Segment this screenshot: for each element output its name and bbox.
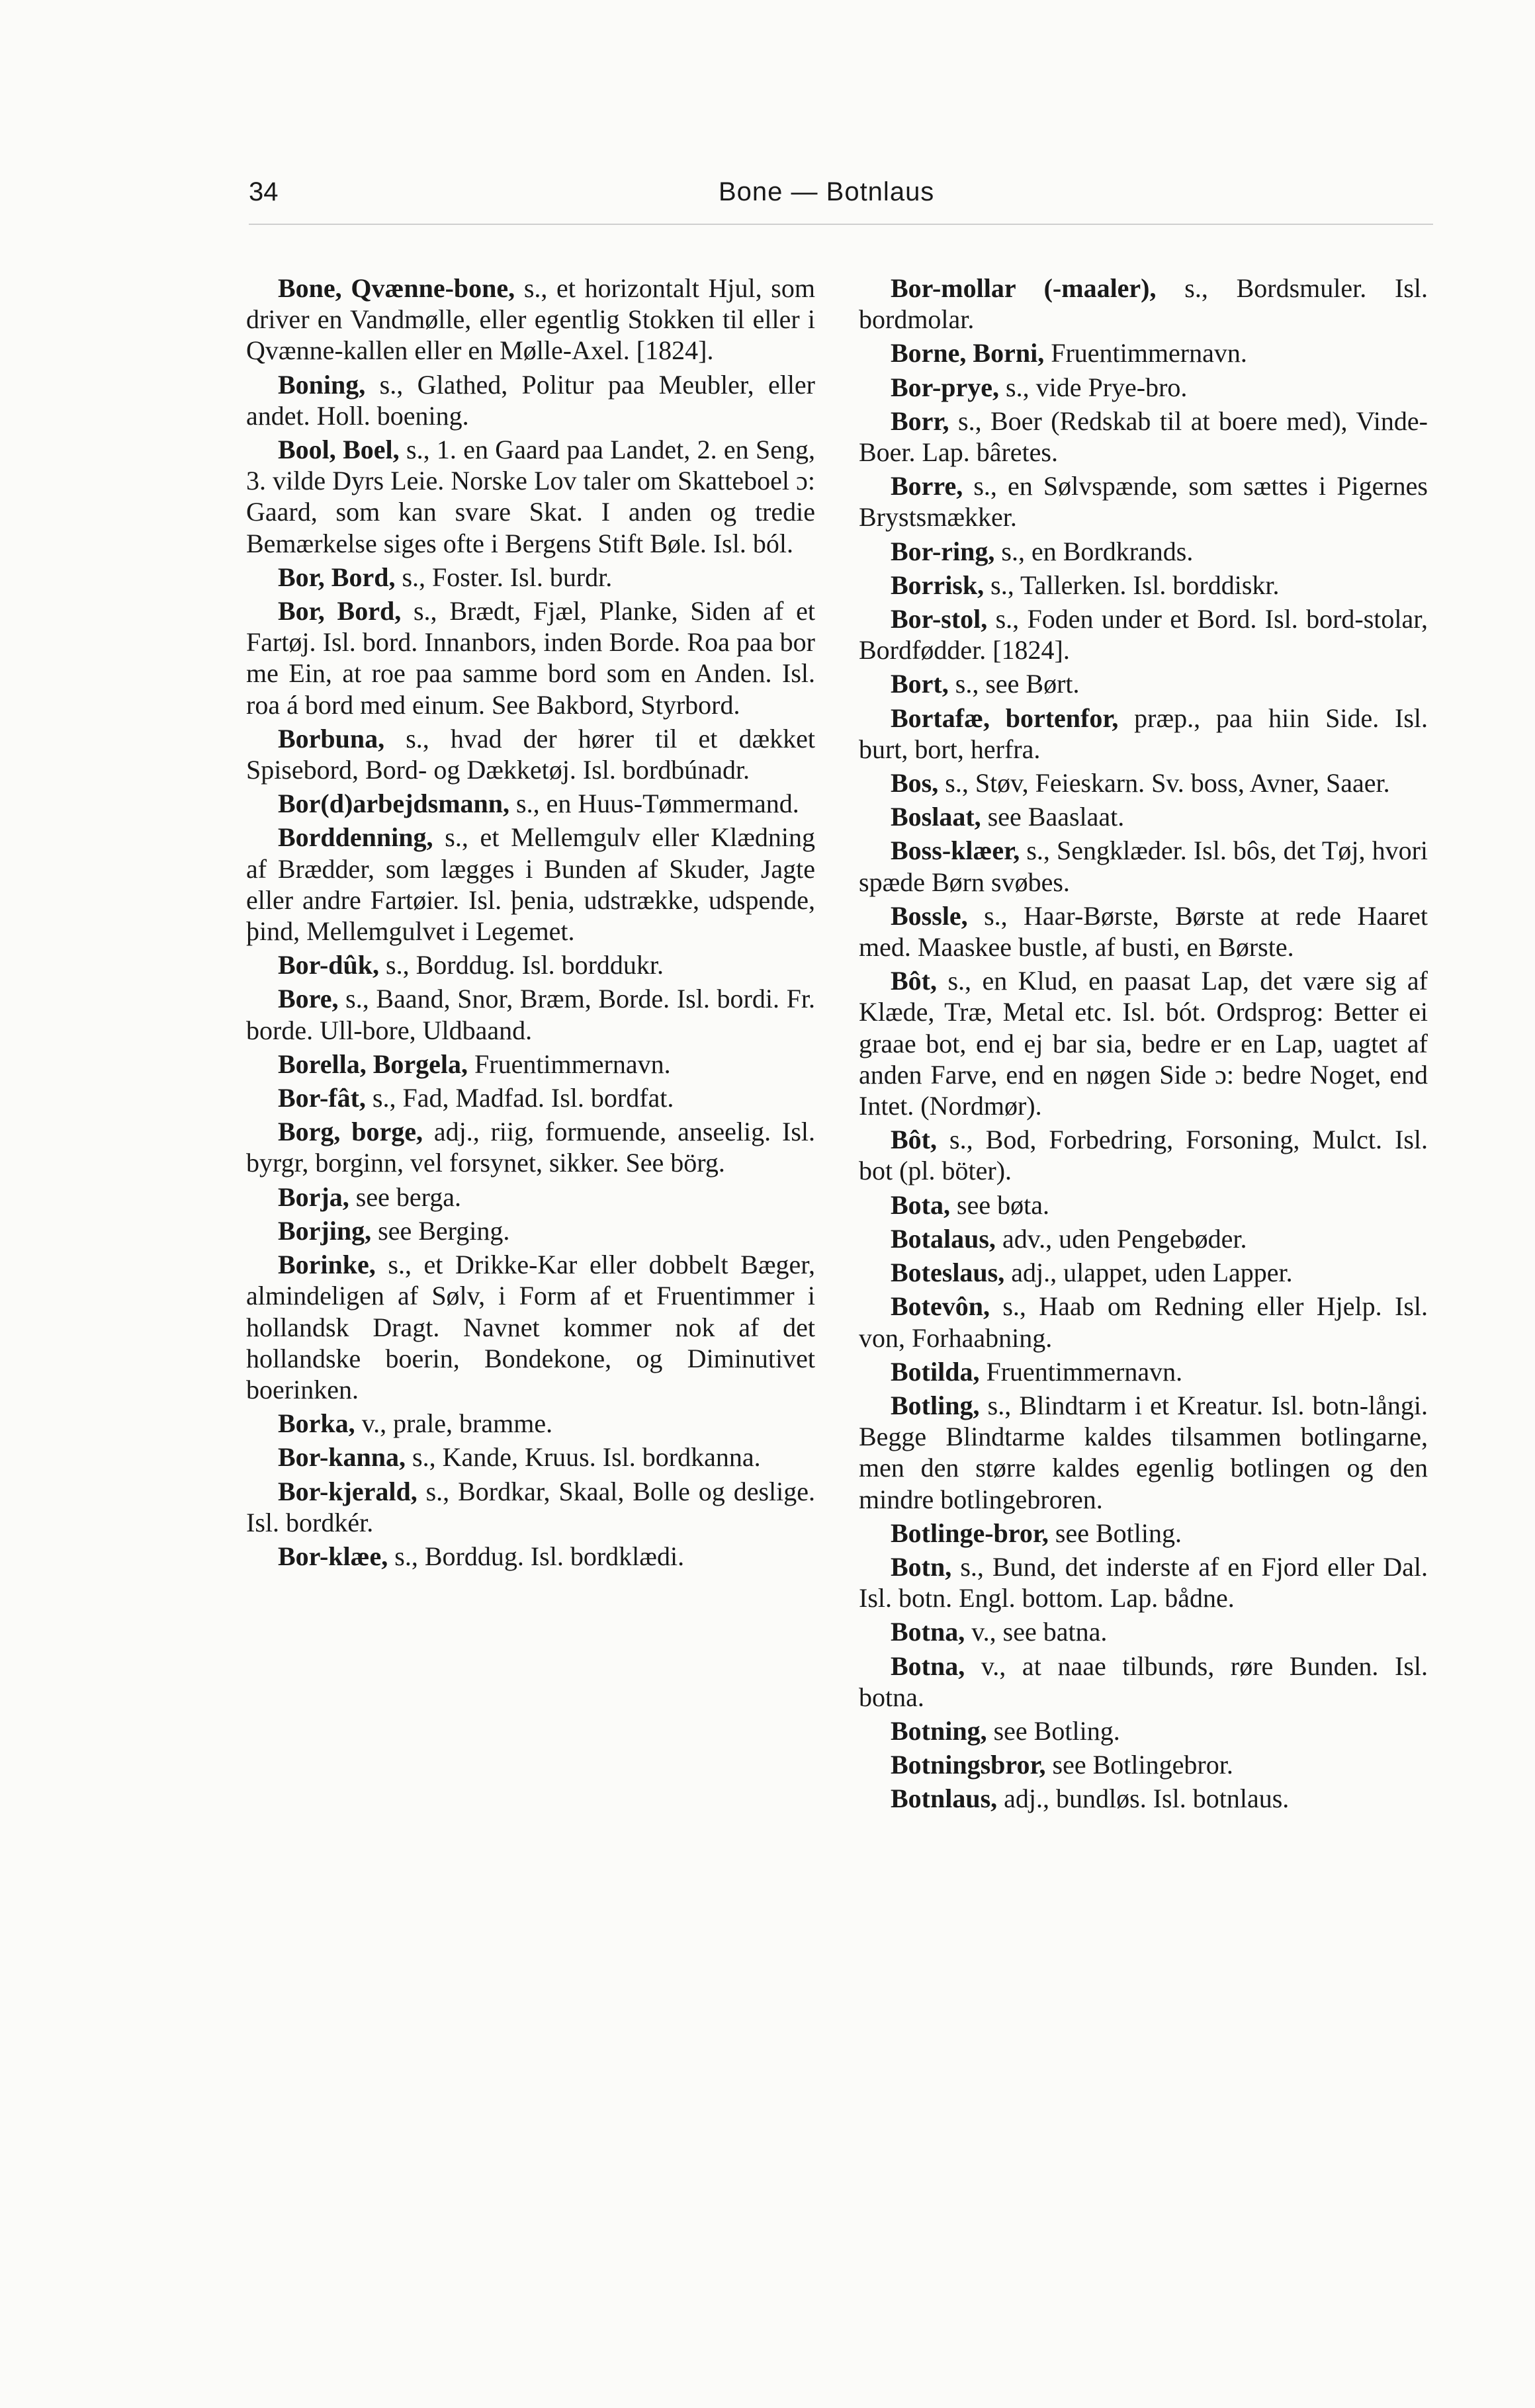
entry-definition: Fruentimmernavn. (979, 1356, 1183, 1387)
entry-definition: s., Støv, Feieskarn. Sv. boss, Avner, Saaer. (938, 768, 1390, 798)
entry-definition: see Botling. (987, 1715, 1120, 1746)
entry-definition: s., vide Prye-bro. (999, 372, 1188, 402)
entry-definition: Fruentimmernavn. (468, 1049, 671, 1079)
dictionary-entry (859, 470, 1428, 533)
entry-definition: s., Haar-Børste, Børste at rede Haaret med. Maaskee bustle, af busti, en Børste. (859, 900, 1428, 963)
entry-headword: Bort, (891, 669, 949, 699)
dictionary-entry (859, 406, 1428, 468)
entry-headword: Borka, (278, 1408, 355, 1439)
entry-definition: v., see batna. (965, 1617, 1108, 1647)
entry-definition: s., Foster. Isl. burdr. (395, 562, 613, 592)
entry-headword: Botn, (891, 1551, 952, 1582)
entry-definition: s., Blindtarm i et Kreatur. Isl. botn-långi. Begge Blindtarme kaldes tilsammen botlingarne, men den større kaldes egenlig botlingen og den mindre botlingebroren. (859, 1390, 1428, 1514)
dictionary-entry (246, 788, 815, 819)
dictionary-entry (859, 536, 1428, 567)
dictionary-entry (246, 1441, 815, 1473)
page-header (249, 177, 1433, 217)
dictionary-entry (859, 337, 1428, 368)
entry-definition: adj., bundløs. Isl. botnlaus. (997, 1784, 1290, 1814)
entry-headword: Boss-klæer, (891, 836, 1020, 866)
entry-definition: s., Kande, Kruus. Isl. bordkanna. (406, 1442, 761, 1473)
entry-definition: Fruentimmernavn. (1044, 338, 1247, 368)
dictionary-entry (859, 372, 1428, 403)
entry-headword: Boslaat, (891, 802, 981, 832)
entry-headword: Borr, (891, 406, 949, 436)
entry-headword: Bor-ring, (891, 536, 995, 566)
entry-headword: Bone, Qvænne-bone, (278, 273, 515, 303)
entry-definition: v., at naae tilbunds, røre Bunden. Isl. botna. (859, 1651, 1428, 1712)
entry-headword: Bota, (891, 1189, 950, 1220)
entry-headword: Bor-prye, (891, 372, 1000, 402)
dictionary-entry (859, 965, 1428, 1121)
entry-definition: s., Haab om Redning eller Hjelp. Isl. von, Forhaabning. (859, 1291, 1428, 1353)
entry-definition: see berga. (349, 1182, 461, 1212)
entry-definition: s., Brædt, Fjæl, Planke, Siden af et Fartøj. Isl. bord. Innanbors, inden Borde. Roa paa bor me Ein, at roe paa samme bord som en Anden. Isl. roa á bord med einum. See Bakbord, Styrbord. (246, 596, 815, 720)
entry-definition: s., Fad, Madfad. Isl. bordfat. (365, 1083, 674, 1113)
entry-headword: Bor(d)arbejdsmann, (278, 789, 510, 819)
running-head: Bone — Botnlaus (719, 177, 935, 206)
dictionary-entry (246, 1215, 815, 1246)
dictionary-entry (859, 1356, 1428, 1387)
entry-headword: Bossle, (891, 900, 968, 931)
entry-headword: Boning, (278, 369, 366, 400)
entry-definition: s., Bordsmuler. Isl. bordmolar. (859, 273, 1428, 335)
dictionary-entry (246, 1082, 815, 1113)
entry-definition: s., Boer (Redskab til at boere med), Vinde-Boer. Lap. bâretes. (859, 406, 1428, 468)
entry-headword: Borrisk, (891, 570, 985, 600)
dictionary-entry (859, 1749, 1428, 1780)
entry-headword: Borella, Borgela, (278, 1049, 468, 1079)
dictionary-entry (859, 1651, 1428, 1713)
entry-definition: adj., riig, formuende, anseelig. Isl. byrgr, borginn, vel forsynet, sikker. See börg. (246, 1117, 816, 1178)
entry-headword: Bor-kjerald, (278, 1476, 417, 1506)
dictionary-entry (859, 1551, 1428, 1613)
entry-definition: v., prale, bramme. (355, 1408, 553, 1439)
entry-definition: s., Glathed, Politur paa Meubler, eller andet. Holl. boening. (246, 369, 815, 431)
entry-definition: s., en Bordkrands. (994, 536, 1194, 566)
header-rule (249, 224, 1433, 225)
dictionary-entry (859, 767, 1428, 798)
entry-headword: Bor-fât, (278, 1083, 366, 1113)
entry-headword: Borre, (891, 471, 963, 501)
entry-headword: Borddenning, (278, 822, 433, 853)
dictionary-entry (246, 1249, 815, 1405)
dictionary-entry (859, 273, 1428, 335)
entry-definition: see bøta. (950, 1189, 1049, 1220)
dictionary-entry (246, 983, 815, 1045)
entry-headword: Bor-kanna, (278, 1442, 406, 1473)
entry-headword: Botling, (891, 1390, 980, 1420)
entry-headword: Boteslaus, (891, 1258, 1005, 1288)
entry-headword: Bore, (278, 984, 339, 1014)
entry-definition: s., Borddug. Isl. bordklædi. (388, 1541, 685, 1571)
right-column (859, 273, 1428, 1817)
dictionary-entry (859, 1257, 1428, 1288)
entry-definition: adj., ulappet, uden Lapper. (1004, 1258, 1293, 1288)
dictionary-entry (246, 1541, 815, 1572)
dictionary-entry (859, 835, 1428, 897)
entry-headword: Botevôn, (891, 1291, 990, 1322)
entry-definition: s., Bund, det inderste af en Fjord eller Dal. Isl. botn. Engl. bottom. Lap. bådne. (859, 1551, 1428, 1613)
entry-definition: s., hvad der hører til et dækket Spisebord, Bord- og Dækketøj. Isl. bordbúnadr. (246, 723, 815, 785)
entry-definition: s., en Klud, en paasat Lap, det være sig af Klæde, Træ, Metal etc. Isl. bót. Ordsprog: Better ei graae bot, end ej bar sia, bedre er en Lap, uagtet af anden Farve, end en nøgen Side ɔ: bedre Noget, end Intet. (Nordmør). (859, 966, 1428, 1121)
dictionary-entry (246, 1049, 815, 1080)
entry-headword: Borne, Borni, (891, 338, 1045, 368)
entry-definition: s., en Sølvspænde, som sættes i Pigernes Brystsmækker. (859, 471, 1428, 533)
entry-definition: s., Bod, Forbedring, Forsoning, Mulct. Isl. bot (pl. böter). (859, 1125, 1428, 1186)
entry-headword: Borbuna, (278, 723, 385, 753)
entry-headword: Bor-mollar (-maaler), (891, 273, 1157, 303)
entry-definition: see Botling. (1048, 1518, 1182, 1548)
entry-headword: Bool, Boel, (278, 435, 400, 465)
dictionary-entry (859, 668, 1428, 699)
entry-headword: Borja, (278, 1182, 349, 1212)
entry-definition: see Botlingebror. (1045, 1750, 1233, 1780)
dictionary-entry (246, 369, 815, 431)
entry-definition: s., Tallerken. Isl. borddiskr. (984, 570, 1280, 600)
entry-definition: s., et Mellemgulv eller Klædning af Brædder, som lægges i Bunden af Skuder, Jagte eller andre Fartøier. Isl. þenia, udstrække, udspende, þind, Mellemgulvet i Legemet. (246, 822, 815, 947)
entry-headword: Botalaus, (891, 1223, 996, 1254)
entry-definition: s., en Huus-Tømmermand. (509, 789, 799, 819)
dictionary-entry (859, 801, 1428, 832)
dictionary-entry (859, 603, 1428, 666)
entry-definition: s., Borddug. Isl. borddukr. (379, 950, 664, 980)
dictionary-entry (246, 1182, 815, 1213)
entry-definition: s., Baand, Snor, Bræm, Borde. Isl. bordi. Fr. borde. Ull-bore, Uldbaand. (246, 984, 815, 1045)
entry-headword: Botnlaus, (891, 1784, 998, 1814)
dictionary-entry (859, 900, 1428, 963)
dictionary-entry (859, 570, 1428, 601)
dictionary-entry (246, 1476, 815, 1538)
entry-definition: s., 1. en Gaard paa Landet, 2. en Seng, 3. vilde Dyrs Leie. Norske Lov taler om Skatteboel ɔ: Gaard, som kan svare Skat. I anden og tredie Bemærkelse siges ofte i Bergens Stift Bøle. Isl. ból. (246, 435, 815, 558)
dictionary-entry (859, 1518, 1428, 1549)
entry-definition: see Baaslaat. (981, 802, 1125, 832)
entry-definition: s., see Børt. (948, 669, 1080, 699)
dictionary-entry (246, 1408, 815, 1439)
entry-definition: s., Sengklæder. Isl. bôs, det Tøj, hvori spæde Børn svøbes. (859, 836, 1428, 897)
entry-definition: s., et Drikke-Kar eller dobbelt Bæger, almindeligen af Sølv, i Form af et Fruentimmer i hollandsk Dragt. Navnet kommer nok af det hollandske boerin, Bondekone, og Diminutivet boerinken. (246, 1250, 815, 1404)
dictionary-entry (246, 1116, 815, 1178)
left-column (246, 273, 815, 1574)
entry-headword: Borjing, (278, 1215, 372, 1246)
dictionary-entry (246, 595, 815, 720)
dictionary-entry (246, 822, 815, 947)
dictionary-entry (859, 1291, 1428, 1353)
entry-definition: s., et horizontalt Hjul, som driver en Vandmølle, eller egentlig Stokken til eller i Qvænne-kallen eller en Mølle-Axel. [1824]. (246, 273, 815, 366)
dictionary-entry (859, 703, 1428, 765)
entry-headword: Botning, (891, 1715, 987, 1746)
entry-headword: Bor, Bord, (278, 596, 402, 626)
entry-definition: adv., uden Pengebøder. (995, 1223, 1247, 1254)
entry-headword: Bôt, (891, 966, 937, 996)
entry-headword: Bor-stol, (891, 604, 988, 634)
dictionary-entry (246, 562, 815, 593)
entry-headword: Botna, (891, 1617, 965, 1647)
entry-definition: see Berging. (371, 1215, 510, 1246)
dictionary-entry (859, 1390, 1428, 1515)
dictionary-entry (246, 949, 815, 980)
entry-headword: Bor-klæe, (278, 1541, 388, 1571)
entry-headword: Bor-dûk, (278, 950, 380, 980)
entry-definition: s., Foden under et Bord. Isl. bord-stolar, Bordfødder. [1824]. (859, 604, 1428, 666)
dictionary-entry (859, 1783, 1428, 1814)
entry-definition: præp., paa hiin Side. Isl. burt, bort, herfra. (859, 703, 1428, 764)
entry-headword: Bor, Bord, (278, 562, 396, 592)
dictionary-entry (859, 1616, 1428, 1647)
entry-headword: Bortafæ, bortenfor, (891, 703, 1119, 733)
entry-headword: Botningsbror, (891, 1750, 1046, 1780)
dictionary-entry (859, 1223, 1428, 1254)
entry-headword: Borinke, (278, 1250, 376, 1280)
entry-headword: Botilda, (891, 1356, 980, 1387)
dictionary-entry (246, 434, 815, 559)
dictionary-entry (246, 273, 815, 366)
entry-headword: Botlinge-bror, (891, 1518, 1049, 1548)
entry-headword: Botna, (891, 1651, 965, 1681)
dictionary-entry (859, 1715, 1428, 1746)
dictionary-entry (859, 1124, 1428, 1186)
entry-headword: Bos, (891, 768, 939, 798)
entry-headword: Borg, borge, (278, 1117, 423, 1147)
dictionary-entry (246, 723, 815, 785)
entry-definition: s., Bordkar, Skaal, Bolle og deslige. Isl. bordkér. (246, 1476, 815, 1537)
entry-headword: Bôt, (891, 1125, 937, 1155)
dictionary-entry (859, 1189, 1428, 1221)
page-number: 34 (249, 177, 279, 206)
